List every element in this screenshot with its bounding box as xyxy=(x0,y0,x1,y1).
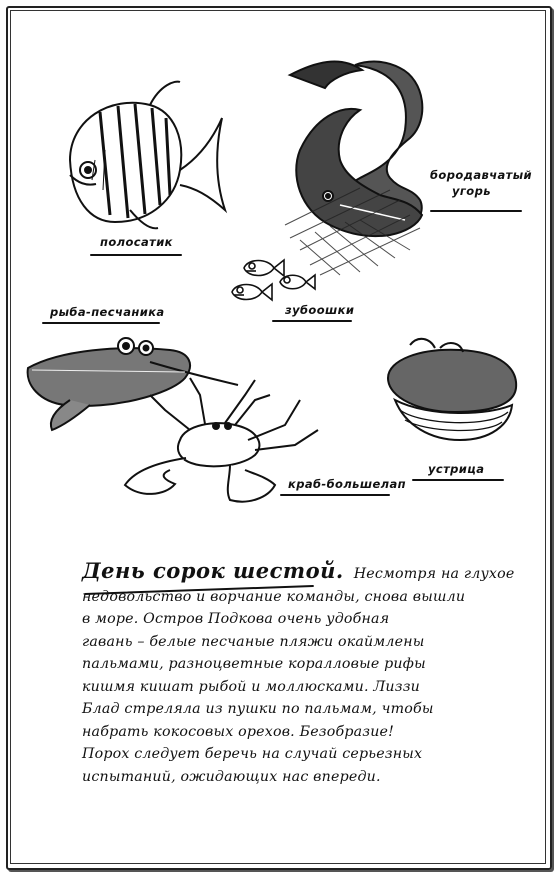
label-crab: краб-большелап xyxy=(288,477,406,491)
journal-line: недовольство и ворчание команды, снова вышли xyxy=(82,588,466,605)
journal-line: Блад стреляла из пушки по пальмам, чтобы xyxy=(82,701,434,717)
journal-line: в море. Остров Подкова очень удобная xyxy=(82,611,390,627)
oyster-drawing xyxy=(388,339,516,440)
journal-line: испытаний, ожидающих нас впереди. xyxy=(82,768,381,785)
label-toothies: зубоошки xyxy=(285,303,355,317)
journal-line: Порох следует беречь на случай серьезных xyxy=(82,746,423,762)
journal-entry xyxy=(82,558,522,788)
label-crab-underline xyxy=(280,494,390,496)
label-bearded-eel-2: угорь xyxy=(452,184,491,198)
label-bearded-eel-underline xyxy=(430,210,522,212)
journal-line: пальмами, разноцветные коралловые рифы xyxy=(82,656,426,672)
journal-line: гавань – белые песчаные пляжи окаймлены xyxy=(82,633,425,650)
bearded-eel-drawing xyxy=(285,62,422,275)
sand-fish-drawing xyxy=(28,338,238,430)
label-sand-fish-underline xyxy=(42,322,160,324)
label-toothies-underline xyxy=(272,320,352,322)
journal-line: Несмотря на глухое xyxy=(353,566,515,582)
label-striped-underline xyxy=(90,254,182,256)
journal-line: набрать кокосовых орехов. Безобразие! xyxy=(82,723,395,740)
label-bearded-eel-1: бородавчатый xyxy=(430,168,532,182)
journal-line: кишмя кишат рыбой и моллюсками. Лиззи xyxy=(82,678,420,695)
journal-first-line xyxy=(82,558,522,586)
striped-fish-drawing xyxy=(70,82,225,229)
label-oyster-underline xyxy=(412,479,504,481)
label-oyster: устрица xyxy=(428,462,485,476)
label-sand-fish: рыба-песчаника xyxy=(50,305,165,319)
toothies-drawing xyxy=(232,260,315,300)
label-striped: полосатик xyxy=(100,235,173,249)
journal-title: День сорок шестой. xyxy=(82,558,344,583)
